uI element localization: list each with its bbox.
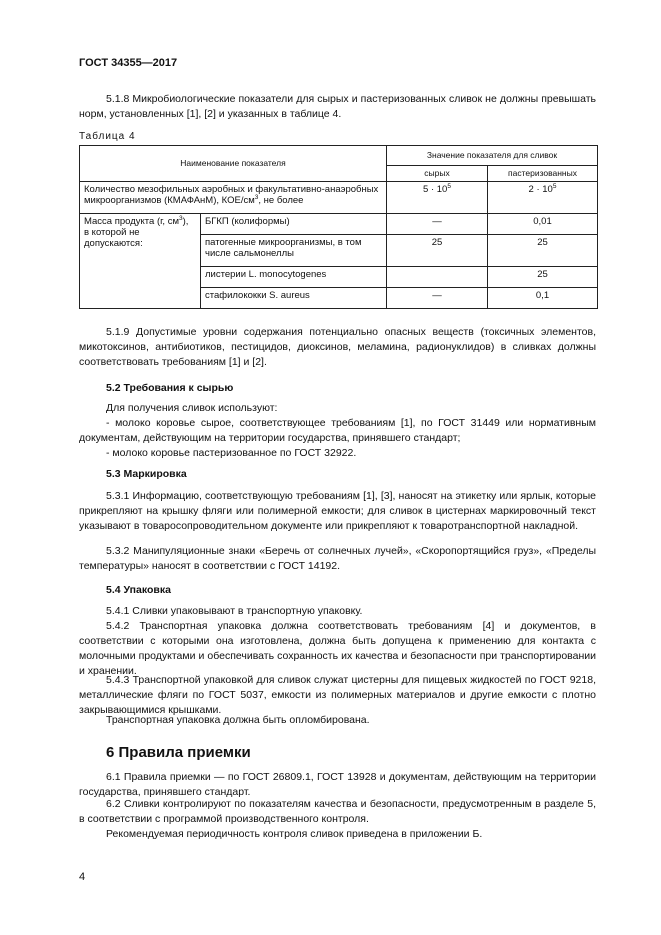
paragraph-5-3-2: 5.3.2 Манипуляционные знаки «Беречь от солнечных лучей», «Скоропортящийся груз», «Пределы температуры» наносят в соответствии с ГОСТ 14192. xyxy=(79,545,596,572)
row-value-raw xyxy=(387,267,488,288)
paragraph-6-1: 6.1 Правила приемки — по ГОСТ 26809.1, ГОСТ 13928 и документам, действующим на территории государства, принявшего стандарт. xyxy=(79,771,596,798)
row-name: стафилококки S. aureus xyxy=(201,288,387,309)
col-header-pasteurized: пастеризованных xyxy=(488,166,598,182)
row-name: Количество мезофильных аэробных и факультативно-анаэробных микроорганизмов (КМАФАнМ), КОЕ/$см^3$, не более xyxy=(80,182,387,214)
row-name: листерии L. monocytogenes xyxy=(201,267,387,288)
paragraph-5-4-1: 5.4.1 Сливки упаковывают в транспортную упаковку. xyxy=(106,605,363,617)
row-value-pasteurized: 25 xyxy=(488,235,598,267)
row-value-raw: 25 xyxy=(387,235,488,267)
table-row xyxy=(80,182,598,214)
document-header: ГОСТ 34355—2017 xyxy=(79,57,178,69)
paragraph-5-1-8: 5.1.8 Микробиологические показатели для сырых и пастеризованных сливок не должны превышать норм, установленных [1], [2] и указанных в таблице 4. xyxy=(79,93,596,120)
col-header-value: Значение показателя для сливок xyxy=(387,146,598,166)
col-header-name: Наименование показателя xyxy=(80,146,387,182)
mass-label: Масса продукта (г, $см^3$), в которой не допускаются: xyxy=(80,214,201,309)
section-5-3-title: 5.3 Маркировка xyxy=(106,468,187,480)
row-value-pasteurized: $2 \cdot 10^5$ xyxy=(488,182,598,214)
row-value-raw: — xyxy=(387,288,488,309)
paragraph-5-4-3: 5.4.3 Транспортной упаковкой для сливок служат цистерны для пищевых жидкостей по ГОСТ 9218, металлические фляги по ГОСТ 5037, емкости из полимерных материалов и другие емкости с плотно закрывающимися крышками. xyxy=(79,674,596,716)
row-name: патогенные микроорганизмы, в том числе сальмонеллы xyxy=(201,235,387,267)
section-5-2-item-1: - молоко коровье сырое, соответствующее требованиям [1], по ГОСТ 31449 или нормативным документам, действующим на территории государства, принявшего стандарт; xyxy=(79,417,596,444)
col-header-raw: сырых xyxy=(387,166,488,182)
paragraph-6-2: 6.2 Сливки контролируют по показателям качества и безопасности, предусмотренным в разделе 5, в соответствии с программой производственного контроля. xyxy=(79,798,596,825)
table-row xyxy=(80,214,598,235)
table-caption: Таблица 4 xyxy=(79,131,136,142)
section-5-4-title: 5.4 Упаковка xyxy=(106,584,171,596)
row-value-pasteurized: 0,01 xyxy=(488,214,598,235)
page-number: 4 xyxy=(79,871,86,883)
section-6-title: 6 Правила приемки xyxy=(106,744,251,761)
section-5-2-item-2: - молоко коровье пастеризованное по ГОСТ 32922. xyxy=(106,447,357,459)
row-name: БГКП (колиформы) xyxy=(201,214,387,235)
row-value-raw: — xyxy=(387,214,488,235)
row-value-pasteurized: 25 xyxy=(488,267,598,288)
table-4 xyxy=(79,145,598,309)
section-5-2-intro: Для получения сливок используют: xyxy=(106,402,278,414)
paragraph-6-3: Рекомендуемая периодичность контроля сливок приведена в приложении Б. xyxy=(106,828,483,840)
row-value-raw: $5 \cdot 10^5$ xyxy=(387,182,488,214)
paragraph-5-4-4: Транспортная упаковка должна быть опломбирована. xyxy=(106,714,370,726)
section-5-2-title: 5.2 Требования к сырью xyxy=(106,382,234,394)
row-value-pasteurized: 0,1 xyxy=(488,288,598,309)
paragraph-5-1-9: 5.1.9 Допустимые уровни содержания потенциально опасных веществ (токсичных элементов, микотоксинов, антибиотиков, пестицидов, диоксинов, меламина, радионуклидов) в сливках должны соответствовать требованиям [1] и [2]. xyxy=(79,326,596,368)
paragraph-5-4-2: 5.4.2 Транспортная упаковка должна соответствовать требованиям [4] и документов, в соответствии с которыми она изготовлена, должна быть допущена к применению для контакта с молочными продуктами и обеспечивать сохранность их качества и безопасности при транспортировании и хранении. xyxy=(79,620,596,677)
paragraph-5-3-1: 5.3.1 Информацию, соответствующую требованиям [1], [3], наносят на этикетку или ярлык, которые прикрепляют на крышку фляги или полимерной емкости; для сливок в цистернах маркировочный текст указывают в товаросопроводительном документе или прикрепляют к товаротранспортной накладной. xyxy=(79,490,596,532)
